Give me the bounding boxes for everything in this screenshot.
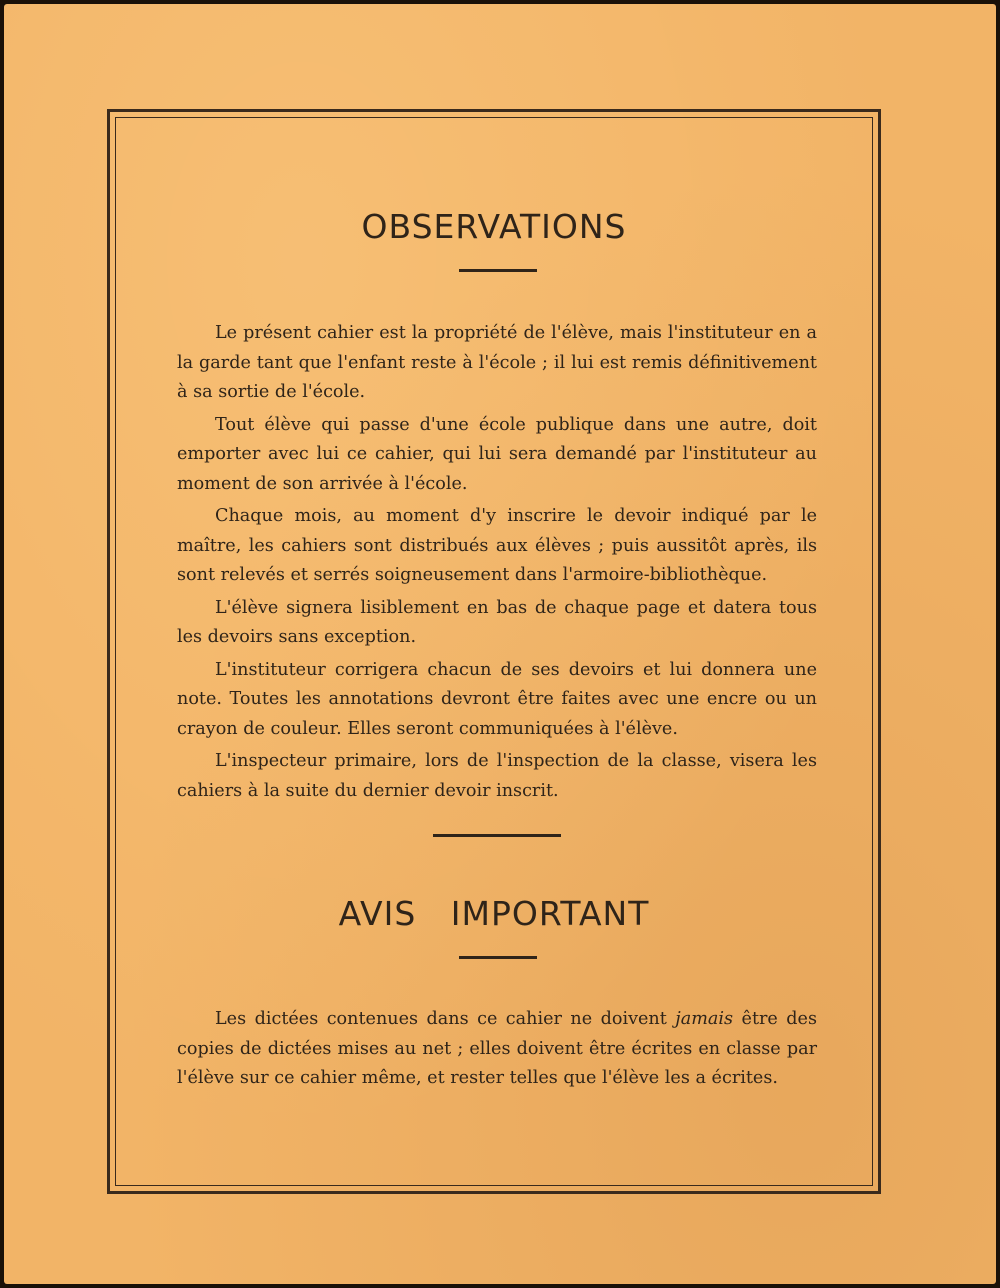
observations-paragraph-1: Le présent cahier est la propriété de l'élève, mais l'instituteur en a la garde tant que l'enfant reste à l'école ; il lui est remis définitivement à sa sortie de l'école. <box>177 323 817 402</box>
avis-text-end: être des copies de dictées mises au net ; elles doivent être écrites en classe par l'élève sur ce cahier même, et rester telles que l'élève les a écrites. <box>177 1009 817 1088</box>
document-page <box>4 4 996 1284</box>
avis-text-start: Les dictées contenues dans ce cahier ne doivent <box>215 1009 676 1029</box>
avis-important-title: AVIS IMPORTANT <box>338 894 650 933</box>
section-divider-rule <box>433 834 561 837</box>
observations-paragraph-6: L'inspecteur primaire, lors de l'inspection de la classe, visera les cahiers à la suite du dernier devoir inscrit. <box>177 751 817 801</box>
avis-emphasis: jamais <box>675 1009 734 1029</box>
observations-paragraph-4: L'élève signera lisiblement en bas de chaque page et datera tous les devoirs sans exception. <box>177 597 817 647</box>
observations-paragraph-2: Tout élève qui passe d'une école publique dans une autre, doit emporter avec lui ce cahier, qui lui sera demandé par l'instituteur au moment de son arrivée à l'école. <box>177 414 817 494</box>
avis-title-rule <box>459 956 537 959</box>
avis-body <box>177 1005 817 1097</box>
avis-paragraph <box>177 1005 817 1094</box>
observations-title: OBSERVATIONS <box>361 207 627 246</box>
observations-paragraph-5: L'instituteur corrigera chacun de ses devoirs et lui donnera une note. Toutes les annotations devront être faites avec une encre ou un crayon de couleur. Elles seront communiquées à l'élève. <box>177 659 817 739</box>
observations-body <box>177 319 817 809</box>
page-border-frame <box>107 109 881 1194</box>
observations-paragraph-3: Chaque mois, au moment d'y inscrire le devoir indiqué par le maître, les cahiers sont distribués aux élèves ; puis aussitôt après, ils sont relevés et serrés soigneusement dans l'armoire-bibliothèque. <box>177 506 817 585</box>
observations-title-rule <box>459 269 537 272</box>
